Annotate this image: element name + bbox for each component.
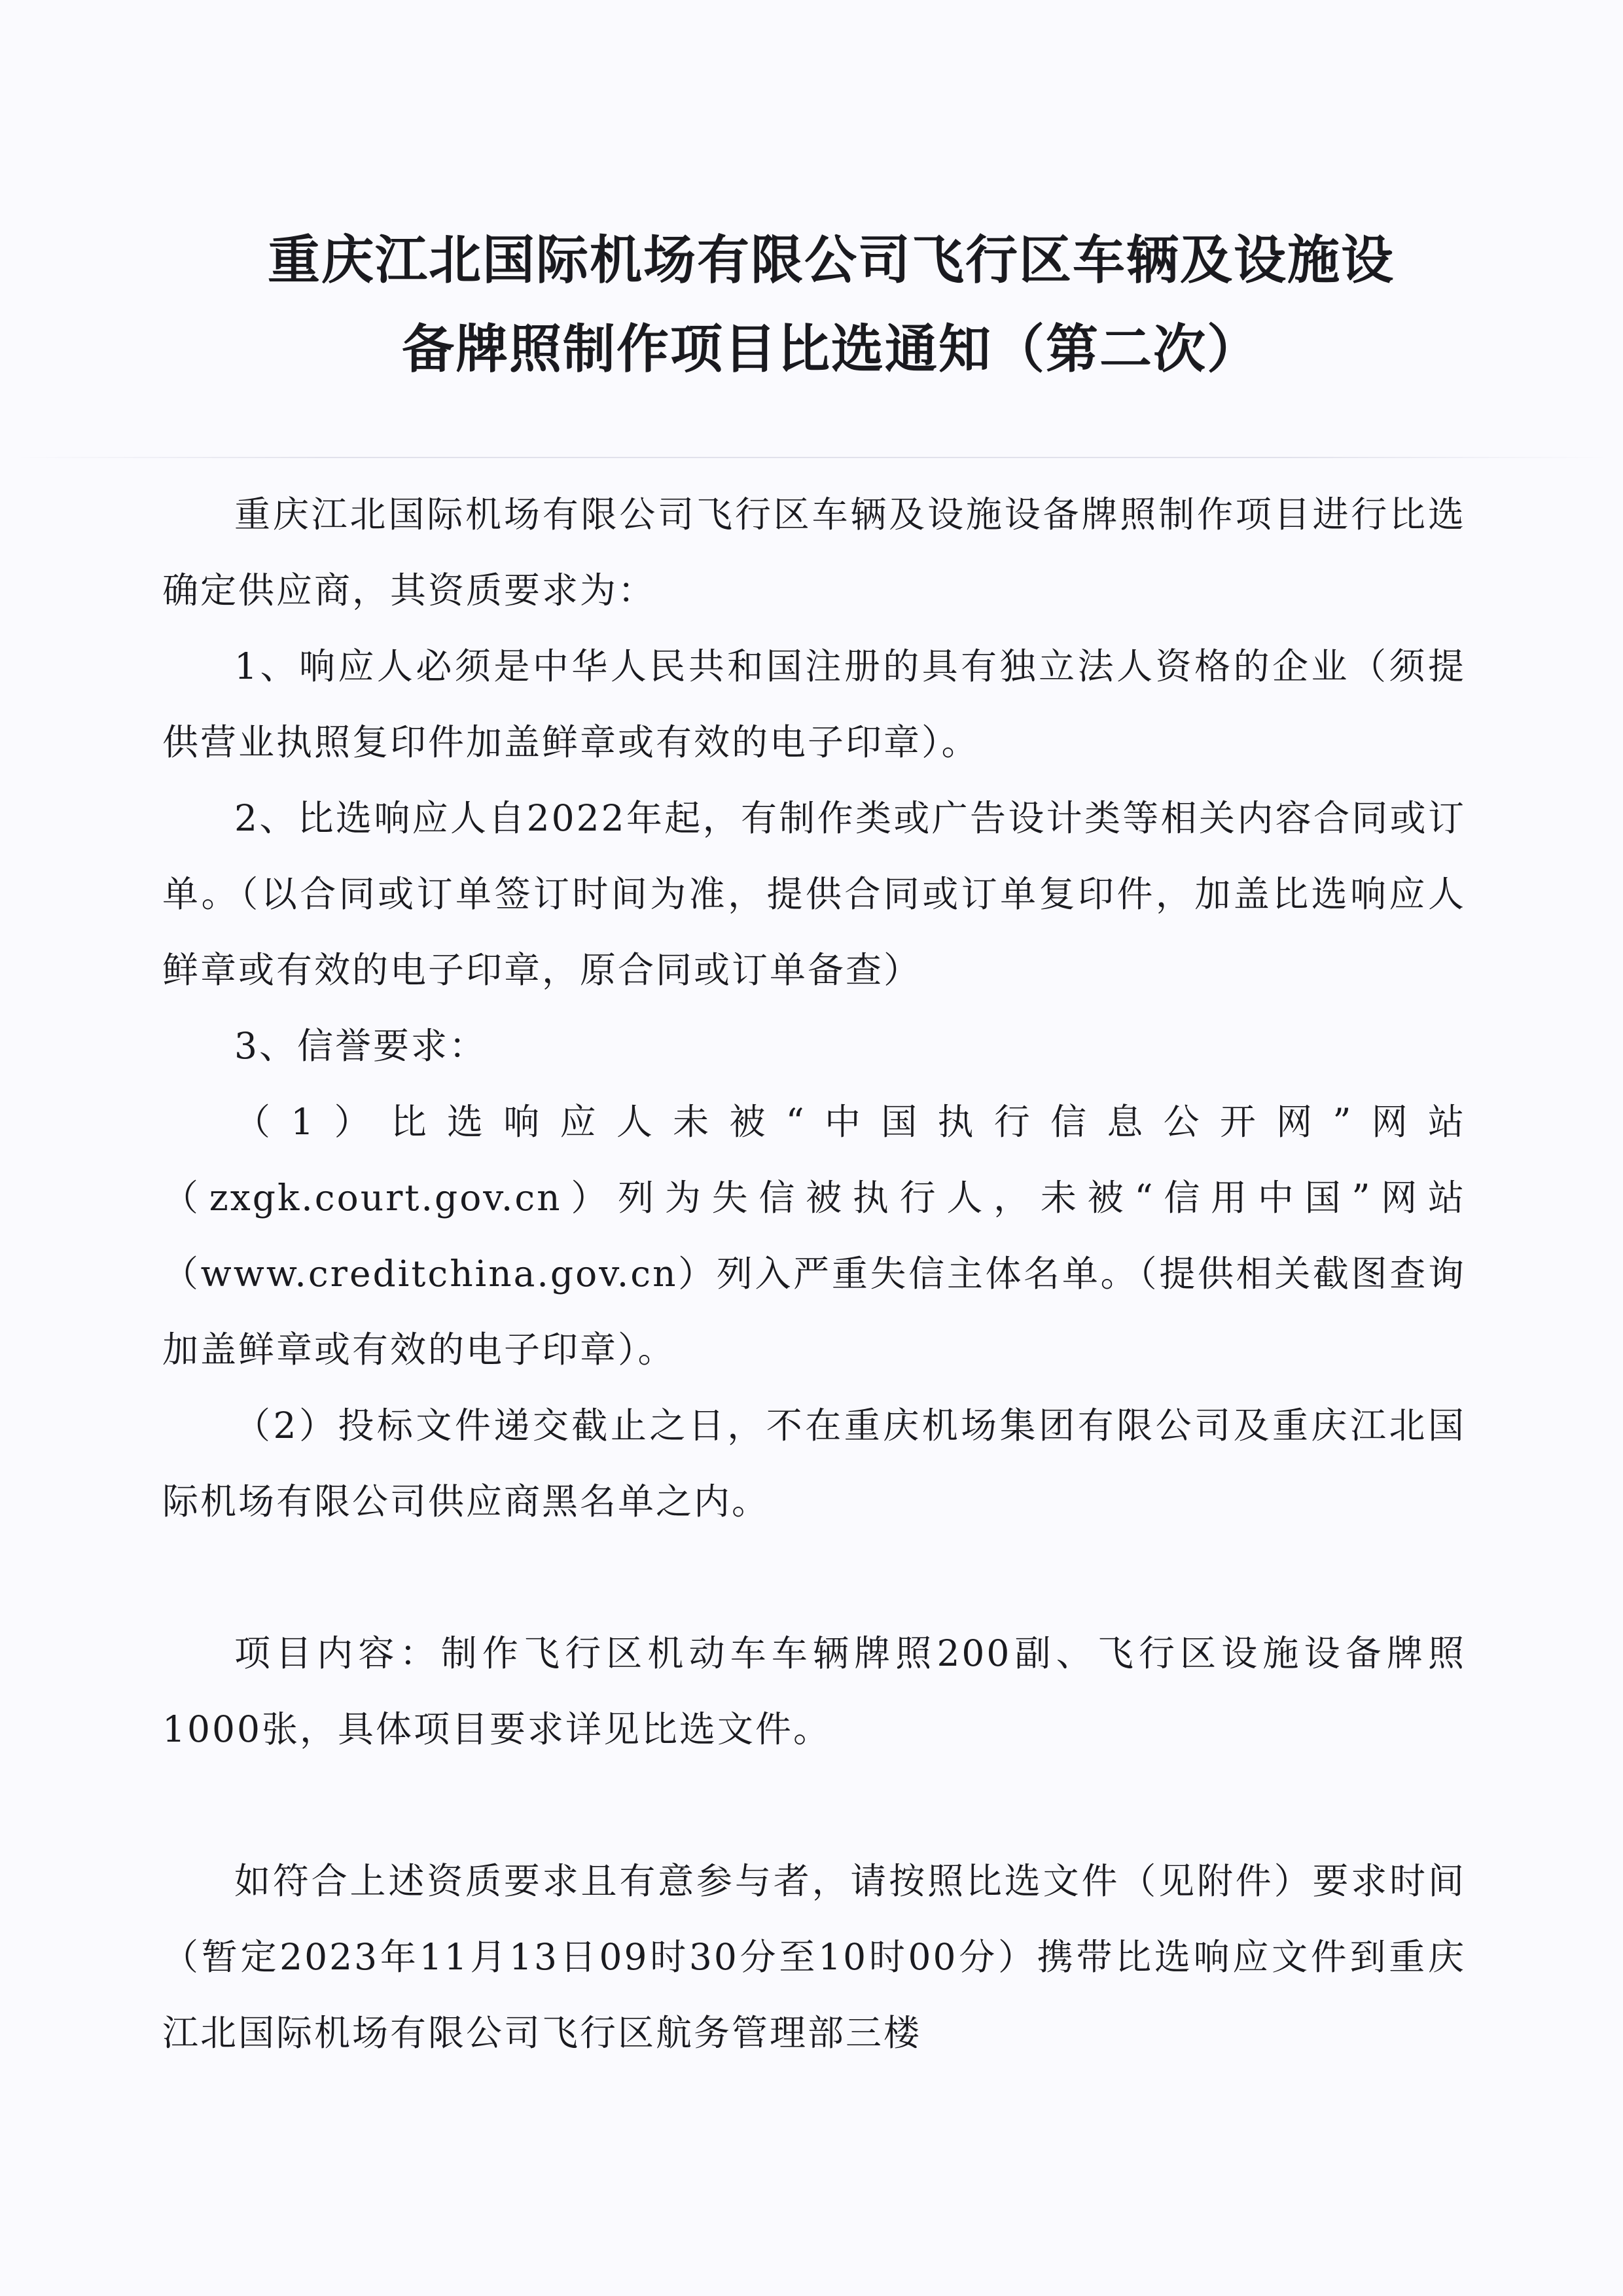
project-content-paragraph: 项目内容：制作飞行区机动车车辆牌照200副、飞行区设施设备牌照1000张，具体项目要求详见比选文件。 [162,1632,1466,1750]
participation-paragraph: 如符合上述资质要求且有意参与者，请按照比选文件（见附件）要求时间（暂定2023年11月13日09时30分至10时00分）携带比选响应文件到重庆江北国际机场有限公司飞行区航务管理部三楼 [162,1860,1466,2054]
requirement-1: 1、响应人必须是中华人民共和国注册的具有独立法人资格的企业（须提供营业执照复印件加盖鲜章或有效的电子印章）。 [162,645,1466,763]
title-line-1: 重庆江北国际机场有限公司飞行区车辆及设施设 [268,230,1395,291]
intro-paragraph: 重庆江北国际机场有限公司飞行区车辆及设施设备牌照制作项目进行比选确定供应商，其资质要求为： [162,493,1466,611]
requirement-3: 3、信誉要求： [234,1025,487,1067]
title-line-2: 备牌照制作项目比选通知（第二次） [402,319,1260,380]
page-title [190,216,1472,394]
credit-requirement-2: （2）投标文件递交截止之日，不在重庆机场集团有限公司及重庆江北国际机场有限公司供应商黑名单之内。 [162,1405,1466,1522]
notice-body [162,476,1466,2071]
paper-fold-line [13,457,1610,458]
requirement-2: 2、比选响应人自2022年起，有制作类或广告设计类等相关内容合同或订单。（以合同或订单签订时间为准，提供合同或订单复印件，加盖比选响应人鲜章或有效的电子印章，原合同或订单备查） [162,797,1466,991]
credit-requirement-1: （1）比选响应人未被“中国执行信息公开网”网站（zxgk.court.gov.cn）列为失信被执行人，未被“信用中国”网站（www.creditchina.gov.cn）列入严重失信主体名单。（提供相关截图查询加盖鲜章或有效的电子印章）。 [162,1101,1466,1371]
